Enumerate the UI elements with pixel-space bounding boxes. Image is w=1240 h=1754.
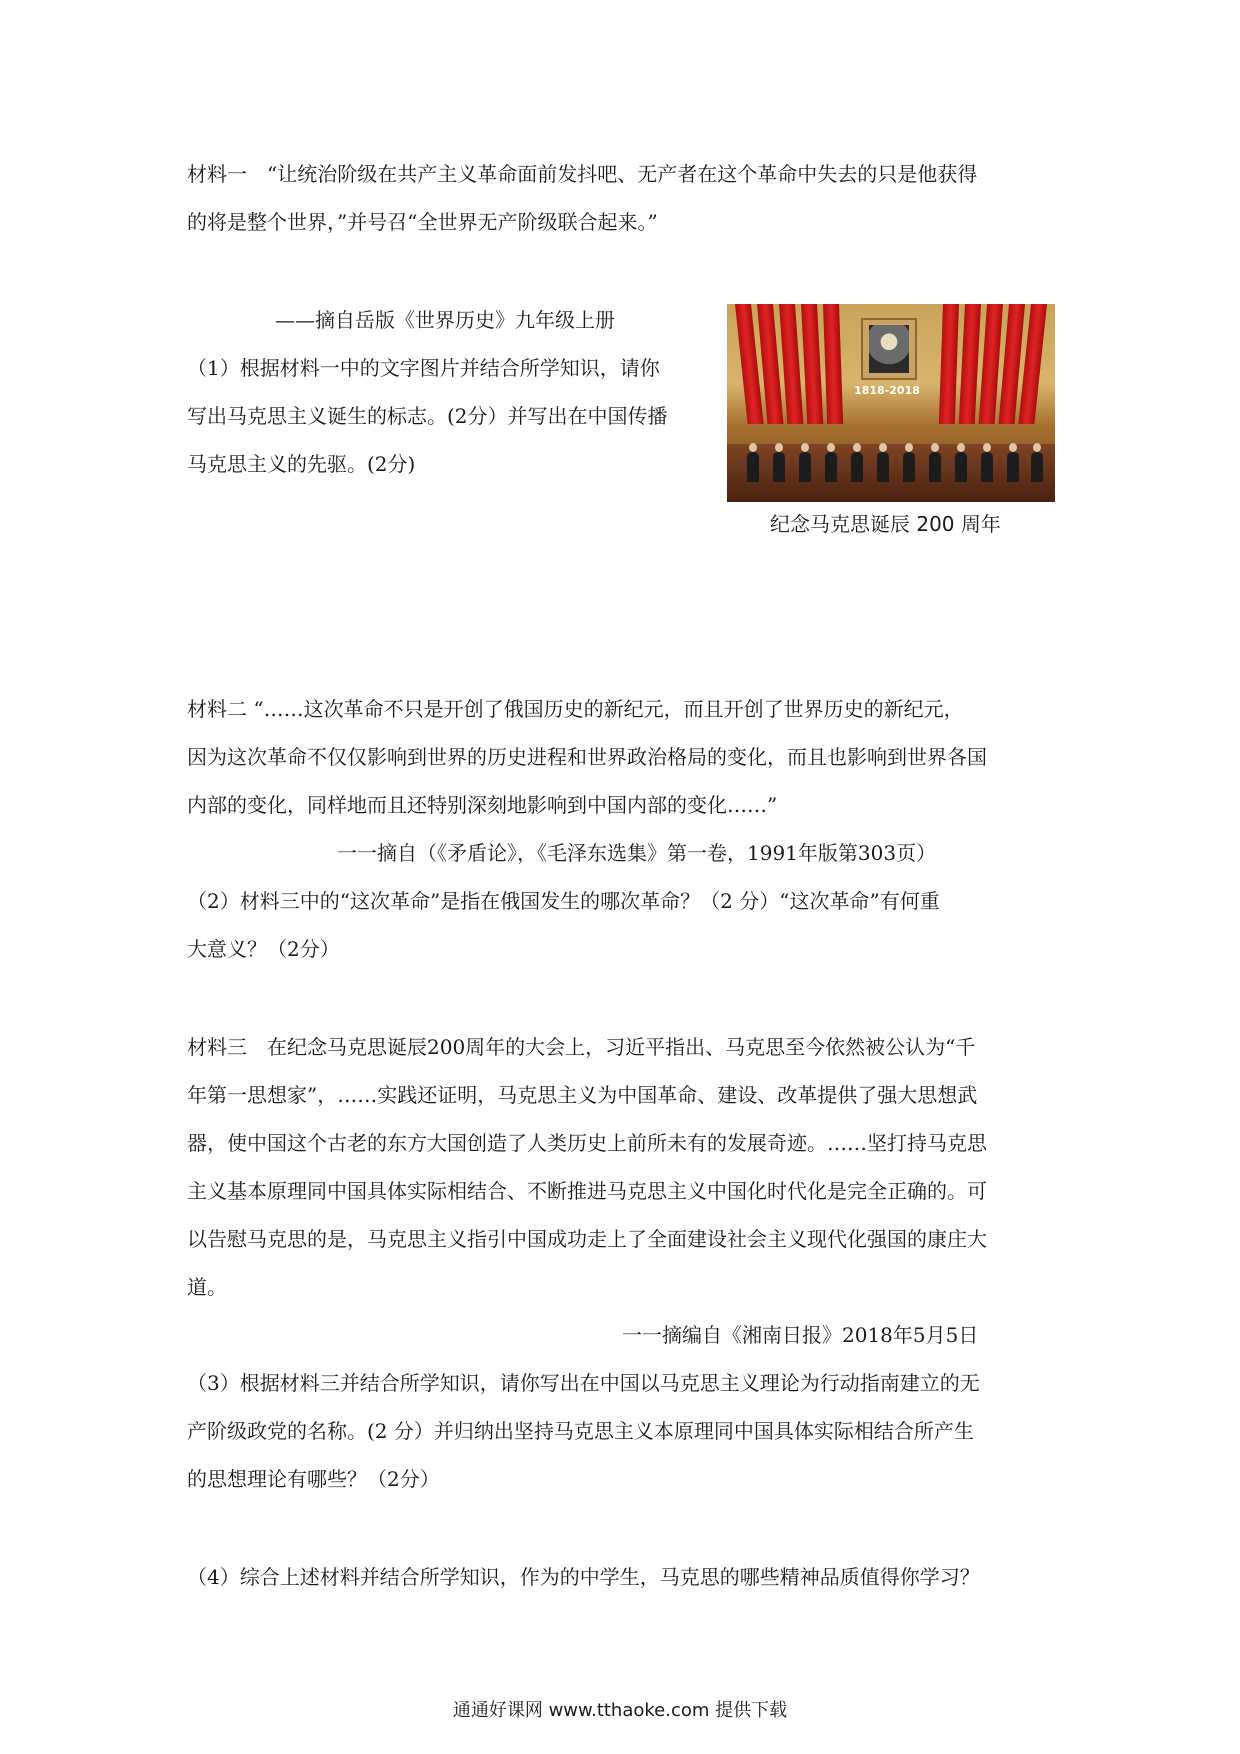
marx-portrait — [861, 318, 917, 380]
material2-line1: 材料二 “……这次革命不只是开创了俄国历史的新纪元，而且开创了世界历史的新纪元， — [187, 697, 964, 721]
material1-line2: 的将是整个世界，”并号召“全世界无产阶级联合起来。” — [187, 210, 658, 234]
question3-line3: 的思想理论有哪些？（2分） — [187, 1467, 440, 1491]
material3-line6: 道。 — [187, 1275, 227, 1299]
question1-line3: 马克思主义的先驱。(2分) — [187, 452, 416, 476]
page-footer: 通通好课网 www.tthaoke.com 提供下载 — [452, 1700, 788, 1721]
question3-line1: （3）根据材料三并结合所学知识，请你写出在中国以马克思主义理论为行动指南建立的无 — [187, 1371, 980, 1395]
question1-line1: （1）根据材料一中的文字图片并结合所学知识，请你 — [187, 356, 660, 380]
material1-line1: 材料一 “让统治阶级在共产主义革命面前发抖吧、无产者在这个革命中失去的只是他获得 — [187, 162, 978, 186]
question2-line1: （2）材料三中的“这次革命”是指在俄国发生的哪次革命？（2 分）“这次革命”有何重 — [187, 889, 940, 913]
material2-line2: 因为这次革命不仅仅影响到世界的历史进程和世界政治格局的变化，而且也影响到世界各国 — [187, 745, 987, 769]
stage — [727, 444, 1055, 502]
material2-source: 一一摘自（《矛盾论》，《毛泽东选集》第一卷，1991年版第303页） — [337, 841, 937, 865]
material3-line2: 年第一思想家”，……实践还证明，马克思主义为中国革命、建设、改革提供了强大思想武 — [187, 1083, 978, 1107]
question1-line2: 写出马克思主义诞生的标志。(2分）并写出在中国传播 — [187, 404, 668, 428]
material3-line1: 材料三 在纪念马克思诞辰200周年的大会上，习近平指出、马克思至今依然被公认为“千 — [187, 1035, 976, 1059]
photo-year-label: 1818-2018 — [854, 384, 920, 397]
material3-line5: 以告慰马克思的是，马克思主义指引中国成功走上了全面建设社会主义现代化强国的康庄大 — [187, 1227, 987, 1251]
material3-line4: 主义基本原理同中国具体实际相结合、不断推进马克思主义中国化时代化是完全正确的。可 — [187, 1179, 987, 1203]
question2-line2: 大意义？（2分） — [187, 937, 340, 961]
material3-source: 一一摘编自《湘南日报》2018年5月5日 — [622, 1323, 979, 1347]
question4: （4）综合上述材料并结合所学知识，作为的中学生，马克思的哪些精神品质值得你学习？ — [187, 1565, 980, 1589]
material3-line3: 器，使中国这个古老的东方大国创造了人类历史上前所未有的发展奇迹。……坚打持马克思 — [187, 1131, 987, 1155]
marx-anniversary-photo — [727, 304, 1055, 502]
material2-line3: 内部的变化，同样地而且还特别深刻地影响到中国内部的变化……” — [187, 793, 778, 817]
material1-source: ——摘自岳版《世界历史》九年级上册 — [275, 308, 615, 332]
question3-line2: 产阶级政党的名称。(2 分）并归纳出坚持马克思主义本原理同中国具体实际相结合所产生 — [187, 1419, 974, 1443]
photo-caption: 纪念马克思诞辰 200 周年 — [770, 512, 1001, 536]
